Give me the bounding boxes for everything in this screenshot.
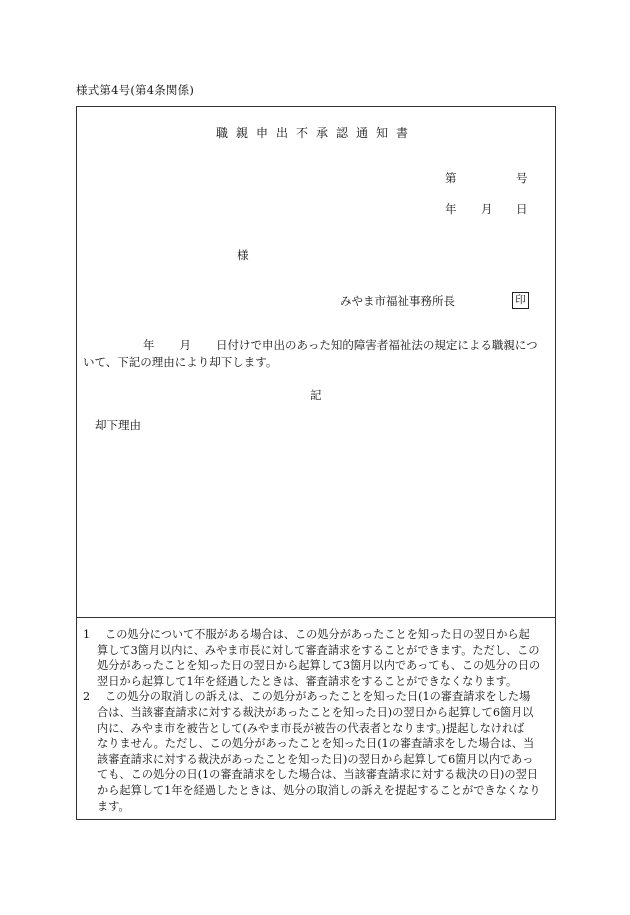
seal-mark: 印	[512, 292, 529, 309]
notes-section	[83, 627, 549, 814]
body-line2: いて、下記の理由により却下します。	[83, 355, 278, 369]
body-year-label: 年	[143, 338, 155, 352]
reason-label: 却下理由	[95, 418, 141, 432]
note-line: 翌日から起算して1年を経過したときは、審査請求をすることができなくなります。	[97, 674, 518, 688]
note-line: 合は、当該審査請求に対する裁決があったことを知った日)の翌日から起算して6箇月以	[97, 705, 534, 719]
note-line: 内に、みやま市を被告として(みやま市長が被告の代表者となります。)提起しなければ	[97, 721, 525, 735]
note-line: 該審査請求に対する裁決があったことを知った日)の翌日から起算して6箇月以内であっ	[97, 752, 534, 766]
date-day-label: 日	[516, 202, 528, 216]
ki-heading: 記	[310, 388, 322, 402]
date-year-label: 年	[445, 202, 457, 216]
note-line: 処分があったことを知った日の翌日から起算して3箇月以内であっても、この処分の日の	[97, 659, 541, 673]
number-label-suffix: 号	[516, 171, 528, 185]
notice-frame	[76, 106, 556, 820]
body-month-label: 月	[179, 338, 191, 352]
body-line1: 日付けで申出のあった知的障害者福祉法の規定による職親につ	[216, 338, 538, 352]
note-line: から起算して1年を経過したときは、処分の取消しの訴えを提起することができなくなり	[97, 783, 541, 797]
note-number: 2	[83, 690, 91, 704]
note-line: この処分について不服がある場合は、この処分があったことを知った日の翌日から起	[105, 628, 530, 641]
addressee-suffix: 様	[237, 248, 249, 262]
note-item	[83, 689, 549, 814]
section-divider	[77, 617, 555, 618]
form-number: 様式第4号(第4条関係)	[76, 83, 195, 97]
note-line: ても、この処分の日(1の審査請求をした場合は、当該審査請求に対する裁決の日)の翌日	[97, 768, 538, 782]
note-line: この処分の取消しの訴えは、この処分があったことを知った日(1の審査請求をした場	[105, 690, 531, 704]
notice-upper-section	[77, 107, 555, 617]
note-line: なりません。ただし、この処分があったことを知った日(1の審査請求をした場合は、当	[97, 737, 535, 751]
number-label-prefix: 第	[445, 171, 457, 185]
document-title: 職親申出不承認通知書	[215, 126, 416, 140]
note-number: 1	[83, 628, 91, 641]
note-line: 算して3箇月以内に、みやま市長に対して審査請求をすることができます。ただし、この	[97, 643, 540, 657]
note-item	[83, 627, 549, 689]
note-line: ます。	[97, 799, 130, 813]
notice-body	[83, 337, 553, 371]
issuer-name: みやま市福祉事務所長	[340, 294, 455, 308]
date-month-label: 月	[481, 202, 493, 216]
